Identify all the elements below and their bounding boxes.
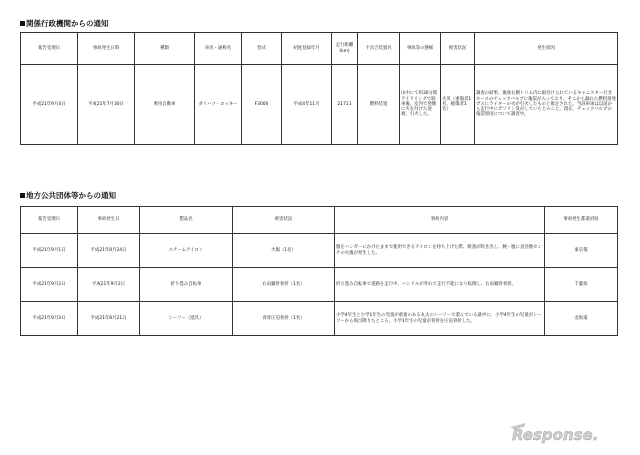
- table-cell: 折り畳み自転車: [140, 268, 233, 302]
- table-cell: 燃料装置: [358, 65, 400, 145]
- header-cell: 製品名: [140, 207, 233, 234]
- table-cell: 東京都: [545, 234, 618, 268]
- header-cell: 初度登録年月: [282, 33, 332, 65]
- agency-notice-table: [20, 32, 618, 145]
- bullet-square-icon: [20, 21, 25, 26]
- header-cell: 被害状況: [233, 207, 335, 234]
- table-cell: 調査の結果、後席右側トリム内に取付けられているキャニスター行きホースのチェックバルブに亀裂が入っており、そこから漏れた燃料蒸発ガスにライターの火が引火したものと推定された。当該車両は以前から走行中にガソリン臭がしていたとのこと。現在、チェックバルブの亀裂原因について調査中。: [475, 65, 618, 145]
- table-cell: シーソー（遊具）: [140, 302, 233, 336]
- header-cell: 報告受理日: [21, 33, 78, 65]
- header-cell: 報告受理日: [21, 207, 78, 234]
- header-cell: 被害状況: [441, 33, 475, 65]
- table-cell: 平成21年8月21日: [78, 302, 140, 336]
- table-header-row: [21, 33, 618, 65]
- response-watermark-logo: [504, 418, 622, 446]
- header-cell: 種類: [135, 33, 195, 65]
- table-cell: ダイハツ・ロッキー: [195, 65, 242, 145]
- table-cell: 平成21年9月2日: [21, 268, 78, 302]
- table-cell: 平成21年9月2日: [78, 268, 140, 302]
- table-cell: 火災（重傷者1名、軽傷者1名）: [441, 65, 475, 145]
- table-cell: 北海道: [545, 302, 618, 336]
- table-cell: 火傷（1名）: [233, 234, 335, 268]
- header-cell: 事故発生日: [78, 207, 140, 234]
- table-row: [21, 234, 618, 268]
- header-cell: 事故内容: [335, 207, 545, 234]
- header-cell: 事故発生日時: [78, 33, 135, 65]
- table-cell: 服をハンガーにかけたままで使用できるアイロンを持ち上げた際、軟蒸が吹き出し、腕・腹に直径数センチの火傷が発生した。: [335, 234, 545, 268]
- header-cell: 不具合装置名: [358, 33, 400, 65]
- table-cell: 右肩鎖骨骨折（1名）: [233, 268, 335, 302]
- header-cell: 型式: [242, 33, 282, 65]
- table-cell: 折り畳み自転車で道路を走行中、ハンドルが外れて走行不能になり転倒し、右肩鎖骨骨折。: [335, 268, 545, 302]
- table-cell: 平成21年9月4日: [21, 65, 78, 145]
- section1-title: 関係行政機関からの通知: [20, 18, 109, 29]
- table-cell: 小学4年生と小学1年生の児童が重量のある丸太のシーソーで遊んでいる最中に、小学4年生の児童がシーソーから飛び降りたところ、小学1年生の児童が背骨を圧迫骨折した。: [335, 302, 545, 336]
- bullet-square-icon: [20, 193, 25, 198]
- header-cell: 走行距離(km): [332, 33, 358, 65]
- local-gov-notice-table: [20, 206, 618, 336]
- header-cell: 事故発生都道府県: [545, 207, 618, 234]
- table-row: [21, 302, 618, 336]
- header-cell: 事故等の態様: [400, 33, 441, 65]
- table-cell: 平成4年11月: [282, 65, 332, 145]
- table-cell: 背骨圧迫骨折（1名）: [233, 302, 335, 336]
- table-cell: スチームアイロン: [140, 234, 233, 268]
- header-cell: 車名・通称名: [195, 33, 242, 65]
- table-cell: 山中にて約30分間アイドリングで駐車後、室内で発煙に火を付けた途端、引火した。: [400, 65, 441, 145]
- header-cell: 発生原因: [475, 33, 618, 65]
- logo-wordmark: Response.: [512, 426, 599, 444]
- table-cell: 平成21年9月3日: [21, 302, 78, 336]
- table-row: [21, 65, 618, 145]
- table-header-row: [21, 207, 618, 234]
- table-cell: 千葉県: [545, 268, 618, 302]
- table-cell: 21711: [332, 65, 358, 145]
- table-cell: 平成21年8月24日: [78, 234, 140, 268]
- table-row: [21, 268, 618, 302]
- table-cell: 平成21年9月1日: [21, 234, 78, 268]
- table-cell: 乗用自動車: [135, 65, 195, 145]
- section2-title: 地方公共団体等からの通知: [20, 190, 116, 201]
- table-cell: F300S: [242, 65, 282, 145]
- table-cell: 平成21年7月30日: [78, 65, 135, 145]
